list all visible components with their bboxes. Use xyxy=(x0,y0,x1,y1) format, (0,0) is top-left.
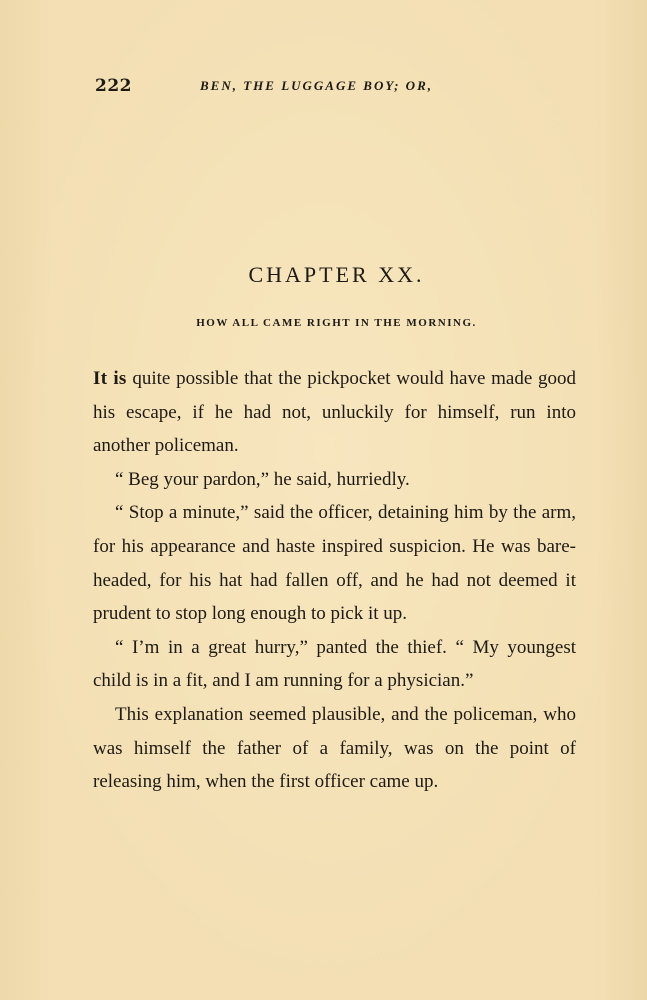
paragraph-4: “ I’m in a great hurry,” panted the thief. “ My youngest child is in a fit, and I am running for a physician.” xyxy=(93,636,576,692)
paragraph-1 xyxy=(93,362,576,463)
body-text xyxy=(93,362,576,799)
chapter-subtitle: HOW ALL CAME RIGHT IN THE MORNING. xyxy=(196,317,477,329)
chapter-title: CHAPTER XX. xyxy=(248,262,425,287)
paragraph-3: “ Stop a minute,” said the officer, detaining him by the arm, for his appearance and haste inspired suspicion. He was bare-headed, for his hat had fallen off, and he had not deemed it prudent to stop long enough to pick it up. xyxy=(93,502,576,625)
paragraph-5: This explanation seemed plausible, and the policeman, who was himself the father of a family, was on the point of releasing him, when the first officer came up. xyxy=(93,703,576,793)
running-head xyxy=(95,76,495,100)
paragraph-lead-words: It is xyxy=(93,368,127,389)
page-number: 222 xyxy=(95,76,132,96)
paragraph-2: “ Beg your pardon,” he said, hurriedly. xyxy=(115,468,410,490)
paragraph-1-text: quite possible that the pickpocket would have made good his escape, if he had not, unluckily for himself, run into another policeman. xyxy=(93,368,576,457)
running-title: BEN, THE LUGGAGE BOY; OR, xyxy=(200,78,433,93)
